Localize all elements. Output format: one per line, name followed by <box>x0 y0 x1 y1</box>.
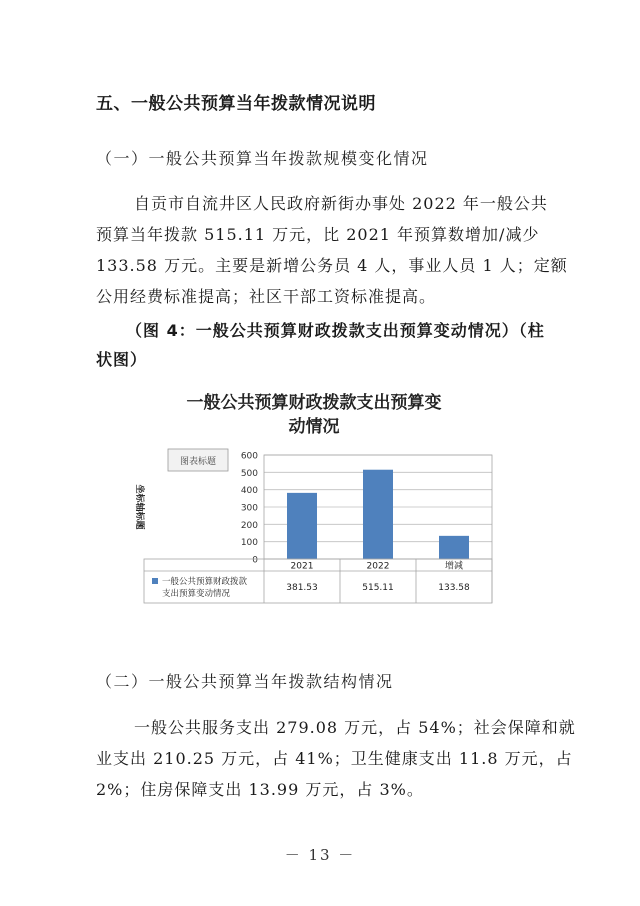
y-tick-label: 100 <box>240 538 258 549</box>
x-tick-label: 增减 <box>444 561 464 572</box>
y-tick-label: 400 <box>240 486 258 497</box>
legend-label: 支出预算变动情况 <box>162 589 231 599</box>
bar-增减 <box>439 536 469 559</box>
chart-title-line: 一般公共预算财政拨款支出预算变 <box>186 393 442 413</box>
bar-2022 <box>363 470 393 559</box>
paragraph-2 <box>96 712 576 805</box>
paragraph-2-line: 业支出 210.25 万元，占 41%；卫生健康支出 11.8 万元，占 <box>96 749 573 768</box>
paragraph-1-line: 133.58 万元。主要是新增公务员 4 人，事业人员 1 人；定额 <box>96 256 568 275</box>
subsection-heading-2: （二）一般公共预算当年拨款结构情况 <box>96 672 394 691</box>
paragraph-1-line: 预算当年拨款 515.11 万元，比 2021 年预算数增加/减少 <box>96 225 540 244</box>
chart-plot <box>124 385 504 607</box>
y-tick-label: 200 <box>240 520 258 531</box>
chart-title-placeholder: 图表标题 <box>179 457 217 467</box>
table-value: 381.53 <box>286 583 318 593</box>
x-tick-label: 2022 <box>366 561 390 572</box>
figure-caption-line: （图 4：一般公共预算财政拨款支出预算变动情况）（柱 <box>126 321 545 340</box>
paragraph-1-line: 自贡市自流井区人民政府新街办事处 2022 年一般公共 <box>134 194 548 213</box>
section-heading: 五、一般公共预算当年拨款情况说明 <box>96 94 376 114</box>
chart-title-line: 动情况 <box>288 417 340 437</box>
legend-swatch <box>152 578 158 584</box>
paragraph-2-line: 一般公共服务支出 279.08 万元，占 54%；社会保障和就 <box>134 718 576 737</box>
bar-2021 <box>287 493 317 559</box>
figure-caption-line: 状图） <box>96 350 148 369</box>
y-axis-title: 坐标轴标题 <box>134 484 144 530</box>
figure-caption <box>96 316 548 374</box>
page-number: － 13 － <box>284 846 356 864</box>
paragraph-1-line: 公用经费标准提高；社区干部工资标准提高。 <box>96 287 437 306</box>
y-tick-label: 600 <box>240 451 258 462</box>
y-tick-label: 500 <box>240 468 258 479</box>
table-value: 515.11 <box>362 583 394 593</box>
legend-label: 一般公共预算财政拨款 <box>162 577 248 587</box>
y-tick-label: 0 <box>252 555 258 566</box>
subsection-heading-1: （一）一般公共预算当年拨款规模变化情况 <box>96 149 429 168</box>
bar-chart <box>124 385 504 607</box>
paragraph-1 <box>96 188 568 312</box>
x-tick-label: 2021 <box>290 561 314 572</box>
y-tick-label: 300 <box>240 503 258 514</box>
table-value: 133.58 <box>438 583 470 593</box>
paragraph-2-line: 2%；住房保障支出 13.99 万元，占 3%。 <box>96 780 424 799</box>
